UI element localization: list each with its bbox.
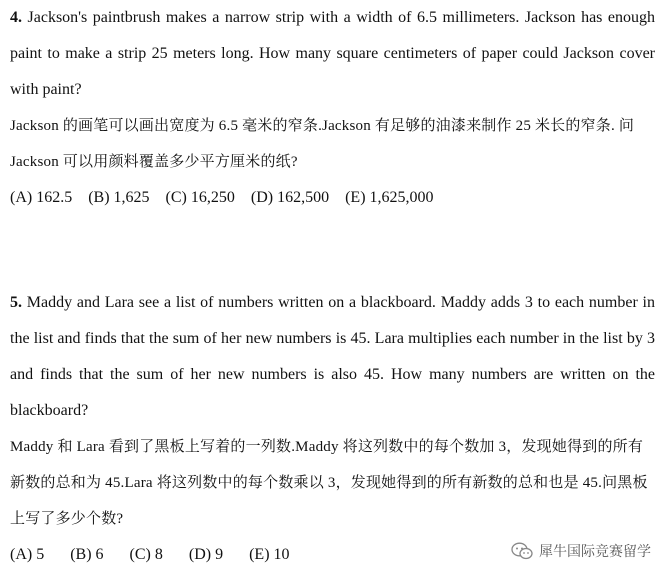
choice-e: (E) 1,625,000 (345, 189, 434, 206)
choice-b: (B) 1,625 (88, 189, 150, 206)
problem-4-english (10, 0, 655, 108)
choice-c: (C) 8 (129, 546, 163, 563)
problem-5 (10, 285, 655, 573)
problem-4-choices (10, 180, 655, 216)
problem-5-chinese: Maddy 和 Lara 看到了黑板上写着的一列数.Maddy 将这列数中的每个数加 3，发现她得到的所有新数的总和为 45.Lara 将这列数中的每个数乘以 3，发现她得到的所有新数的总和也是 45.问黑板上写了多少个数? (10, 439, 648, 527)
choice-a: (A) 162.5 (10, 189, 73, 206)
choice-b: (B) 6 (70, 546, 104, 563)
problem-4-text: Jackson's paintbrush makes a narrow strip with a width of 6.5 millimeters. Jackson has enough paint to make a strip 25 meters long. How many square centimeters of paper could Jackson cover with paint? (10, 9, 656, 98)
watermark (511, 541, 651, 561)
problem-5-number: 5. (10, 294, 22, 311)
problem-5-text: Maddy and Lara see a list of numbers written on a blackboard. Maddy adds 3 to each number in the list and finds that the sum of her new numbers is 45. Lara multiplies each number in the list by 3 and finds that the sum of her new numbers is also 45. How many numbers are written on the blackboard? (10, 294, 656, 419)
problem-4 (10, 0, 655, 216)
problem-4-number: 4. (10, 9, 22, 26)
wechat-icon (511, 542, 533, 560)
choice-d: (D) 162,500 (250, 189, 330, 206)
problem-4-chinese: Jackson 的画笔可以画出宽度为 6.5 毫米的窄条.Jackson 有足够的油漆来制作 25 米长的窄条. 问 Jackson 可以用颜料覆盖多少平方厘米的纸? (10, 118, 635, 170)
choice-c: (C) 16,250 (165, 189, 235, 206)
choice-d: (D) 9 (188, 546, 224, 563)
watermark-text: 犀牛国际竞赛留学 (539, 544, 651, 560)
problem-5-english (10, 285, 655, 429)
choice-a: (A) 5 (10, 546, 45, 563)
choice-e: (E) 10 (249, 546, 290, 563)
